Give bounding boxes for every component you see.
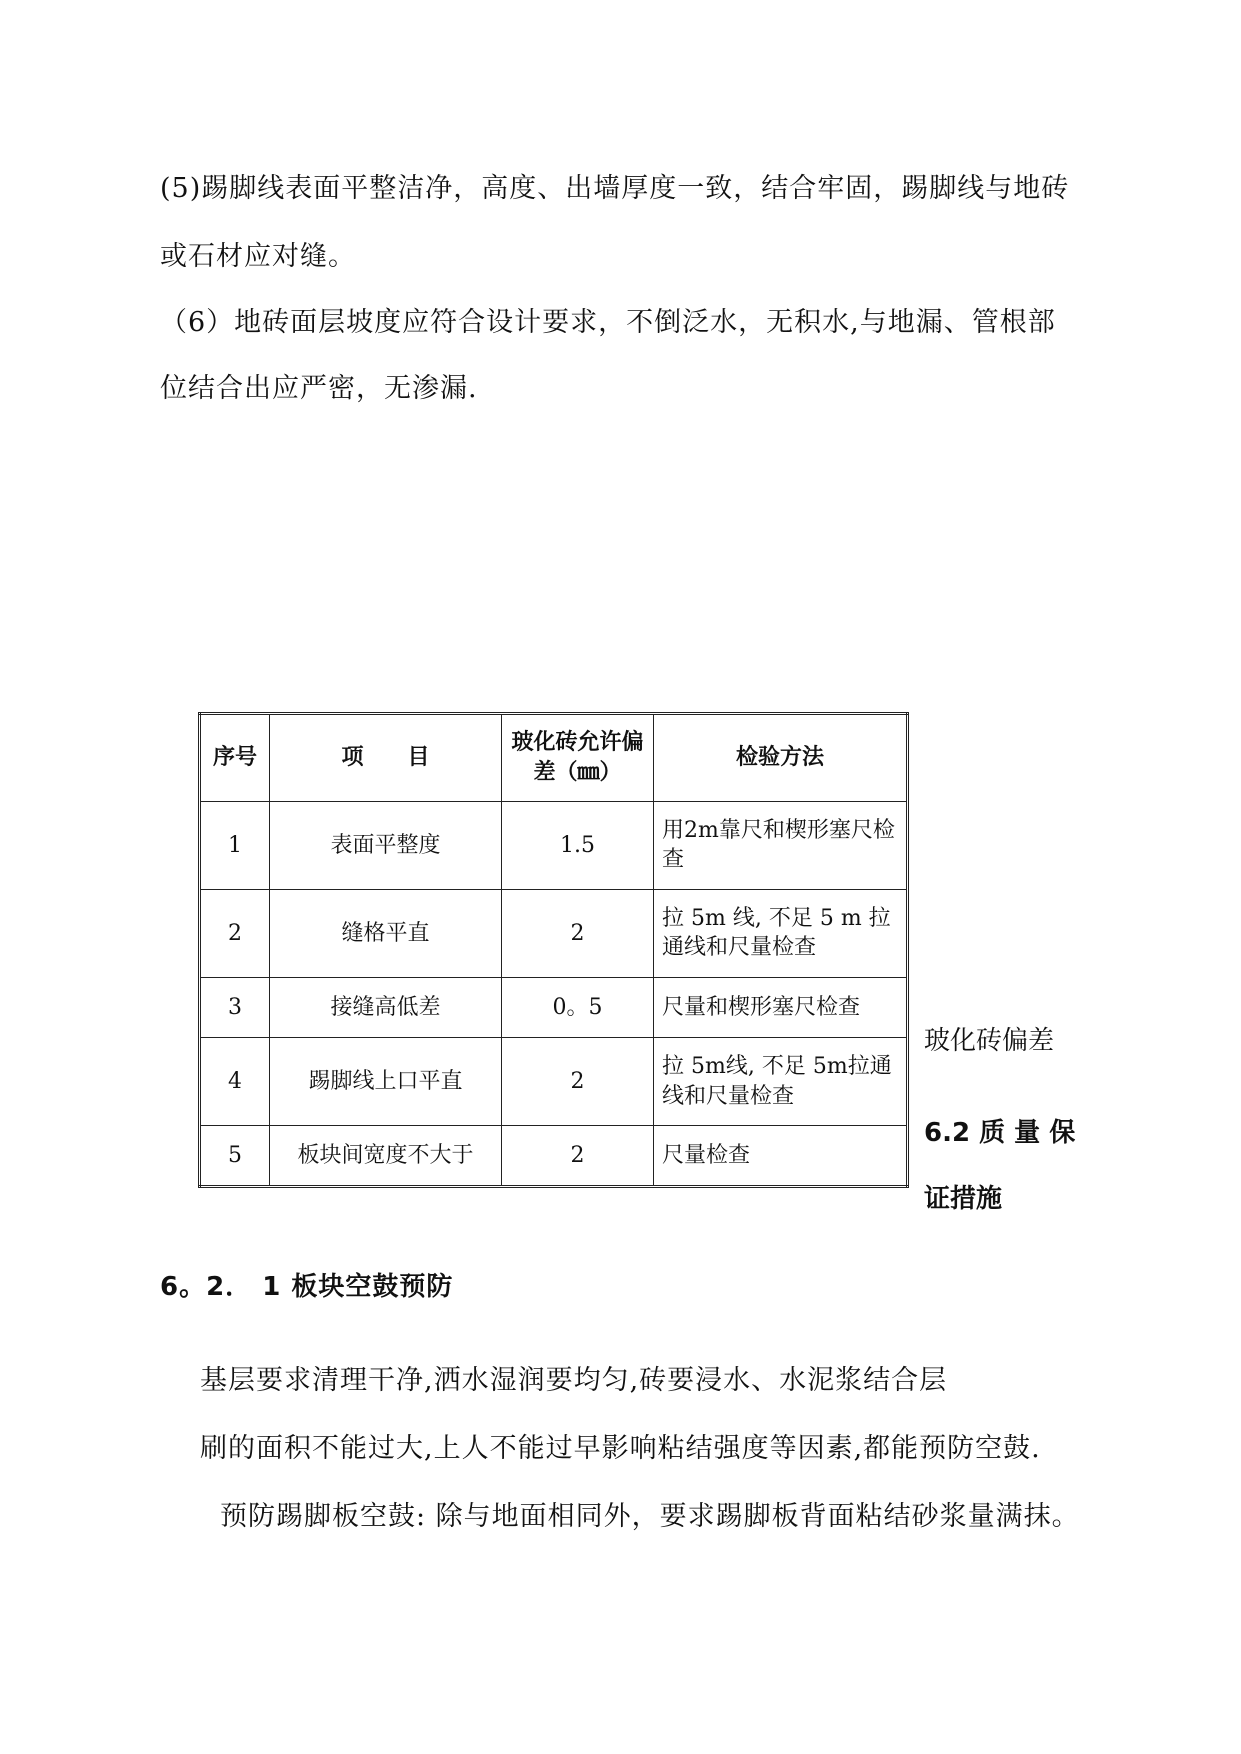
cell-method: 拉 5m 线, 不足 5 m 拉通线和尺量检查: [654, 889, 908, 977]
cell-tolerance: 1.5: [502, 802, 654, 890]
table-caption: 玻化砖偏差: [924, 1026, 1055, 1056]
cell-item: 板块间宽度不大于: [270, 1126, 502, 1187]
paragraph-5-line-1: (5)踢脚线表面平整洁净，高度、出墙厚度一致，结合牢固，踢脚线与地砖: [160, 173, 1070, 204]
cell-item: 表面平整度: [270, 802, 502, 890]
table-row: [200, 802, 908, 890]
cell-tolerance: 0。5: [502, 977, 654, 1038]
cell-method: 尺量检查: [654, 1126, 908, 1187]
section-body-line-2: 刷的面积不能过大,上人不能过早影响粘结强度等因素,都能预防空鼓.: [200, 1433, 1041, 1464]
paragraph-5-line-2: 或石材应对缝。: [160, 241, 356, 272]
section-6-2-heading-line-1: 6.2 质 量 保: [924, 1118, 1076, 1148]
header-tolerance: 玻化砖允许偏差（㎜）: [502, 714, 654, 802]
cell-tolerance: 2: [502, 889, 654, 977]
cell-method: 用2m靠尺和楔形塞尺检查: [654, 802, 908, 890]
cell-item: 接缝高低差: [270, 977, 502, 1038]
cell-tolerance: 2: [502, 1038, 654, 1126]
table-row: [200, 1038, 908, 1126]
section-body-line-3: 预防踢脚板空鼓: 除与地面相同外，要求踢脚板背面粘结砂浆量满抹。: [220, 1501, 1080, 1532]
header-method: 检验方法: [654, 714, 908, 802]
cell-item: 踢脚线上口平直: [270, 1038, 502, 1126]
section-6-2-heading-line-2: 证措施: [924, 1184, 1003, 1214]
paragraph-6-line-1: （6）地砖面层坡度应符合设计要求，不倒泛水，无积水,与地漏、管根部: [160, 307, 1056, 338]
header-seq: 序号: [200, 714, 270, 802]
cell-item: 缝格平直: [270, 889, 502, 977]
cell-seq: 2: [200, 889, 270, 977]
cell-seq: 1: [200, 802, 270, 890]
table-row: [200, 977, 908, 1038]
cell-seq: 3: [200, 977, 270, 1038]
table-row: [200, 889, 908, 977]
section-body-line-1: 基层要求清理干净,洒水湿润要均匀,砖要浸水、水泥浆结合层: [200, 1365, 948, 1396]
cell-tolerance: 2: [502, 1126, 654, 1187]
cell-seq: 4: [200, 1038, 270, 1126]
paragraph-6-line-2: 位结合出应严密，无渗漏.: [160, 373, 478, 404]
tolerance-table: [198, 712, 909, 1188]
section-6-2-1-heading: 6。2． 1 板块空鼓预防: [160, 1272, 454, 1302]
table-row: [200, 1126, 908, 1187]
cell-method: 拉 5m线, 不足 5m拉通线和尺量检查: [654, 1038, 908, 1126]
cell-seq: 5: [200, 1126, 270, 1187]
cell-method: 尺量和楔形塞尺检查: [654, 977, 908, 1038]
header-item: 项 目: [270, 714, 502, 802]
table-header-row: [200, 714, 908, 802]
